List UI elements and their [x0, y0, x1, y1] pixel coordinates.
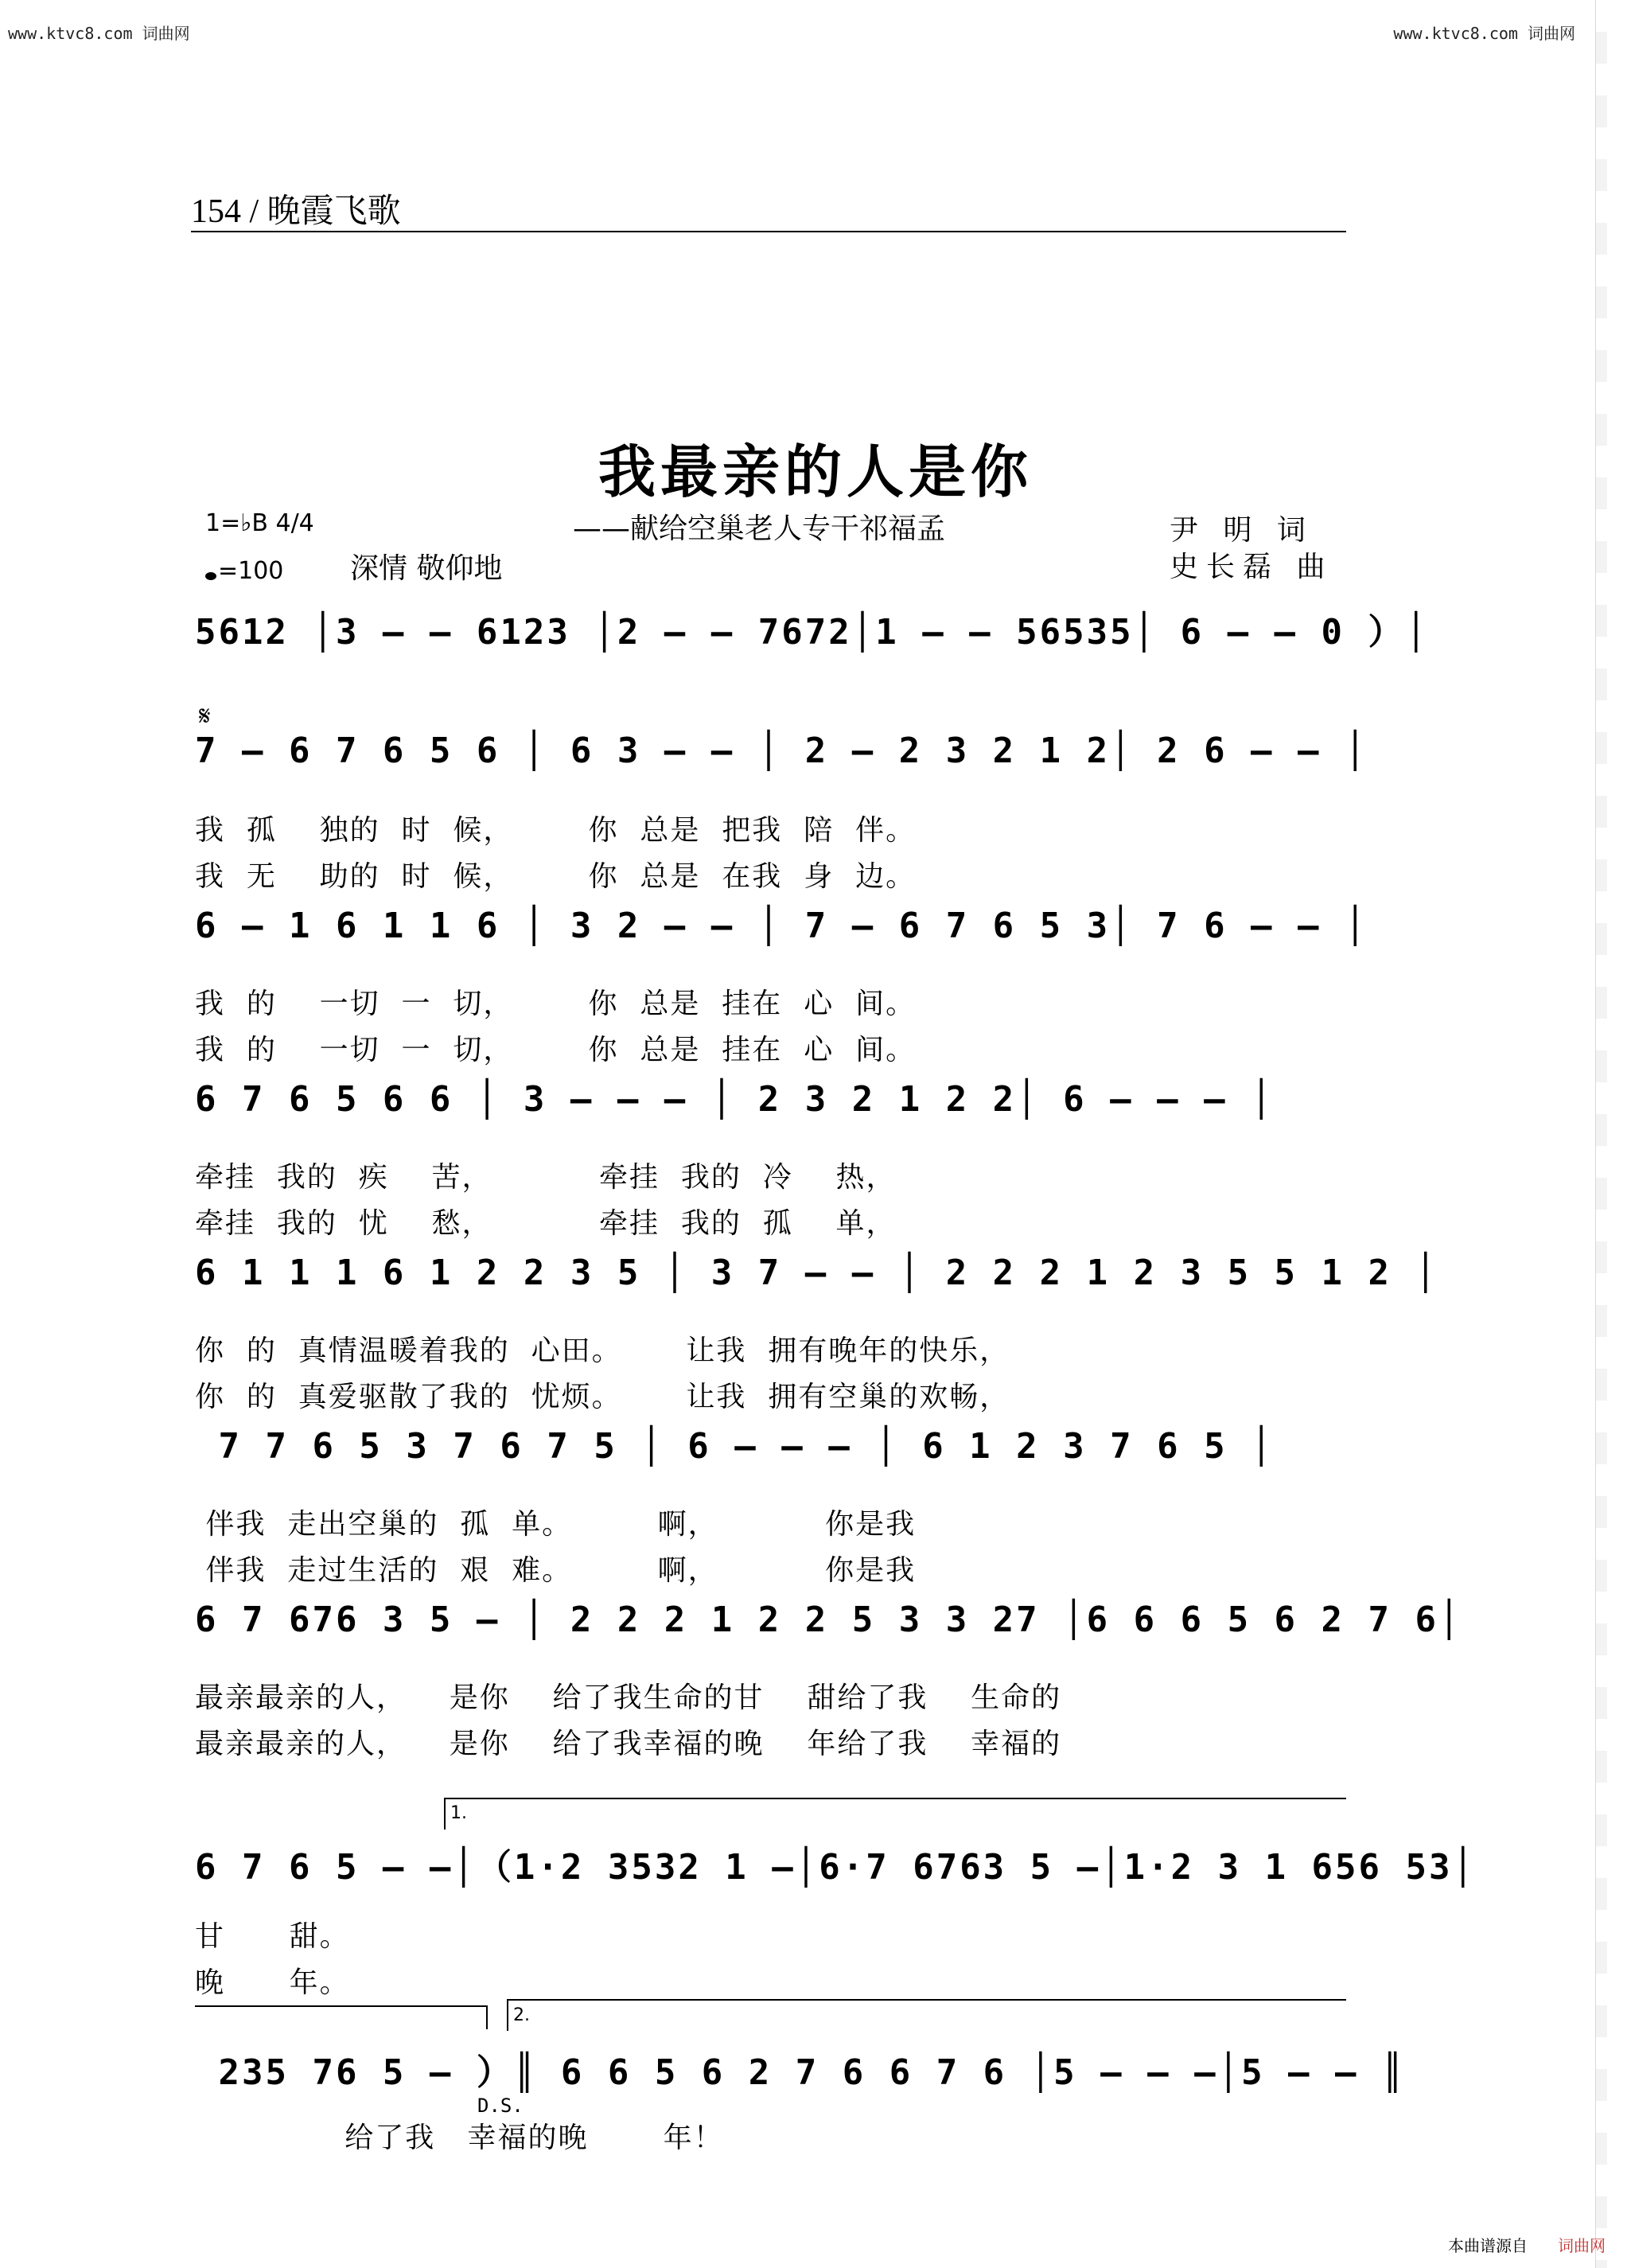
- line-7-lyric-verse-1: 甘 甜。: [195, 1920, 350, 1953]
- line-6-notes: 6 7 676 3 5 – │ 2 2 2 1 2 2 5 3 3 27 │6 6 6 5 6 2 7 6│: [195, 1600, 1462, 1640]
- line-8-notes: 235 76 5 – ）║ 6 6 5 6 2 7 6 6 7 6 │5 – – –│5 – – ║: [195, 2052, 1406, 2093]
- line-6-lyric-verse-1: 最亲最亲的人， 是你 给了我生命的甘 甜给了我 生命的: [195, 1682, 1062, 1714]
- line-2-notes: 6 – 1 6 1 1 6 │ 3 2 – – │ 7 – 6 7 6 5 3│ 7 6 – – │: [195, 906, 1368, 946]
- line-4-notes: 6 1 1 1 6 1 2 2 3 5 │ 3 7 – – │ 2 2 2 1 2 3 5 5 1 2 │: [195, 1253, 1438, 1293]
- volta-1-closing-tick: [486, 2005, 488, 2029]
- line-2-lyric-verse-1: 我 的 一切 一 切， 你 总是 挂在 心 间。: [195, 988, 917, 1020]
- book-header: 154 / 晚霞飞歌: [191, 193, 401, 230]
- line-5-lyric-verse-1: 伴我 走出空巢的 孤 单。 啊， 你是我: [195, 1508, 917, 1541]
- line-4-lyric-verse-1: 你 的 真情温暖着我的 心田。 让我 拥有晚年的快乐，: [195, 1335, 1010, 1367]
- line-3-lyric-verse-2: 牵挂 我的 忧 愁， 牵挂 我的 孤 单，: [195, 1207, 897, 1240]
- volta-1-closing-bracket: [195, 2005, 488, 2007]
- footer-source-label: 本曲谱源自: [1448, 2236, 1528, 2255]
- tempo-value: =100: [218, 557, 284, 585]
- volta-2-bracket: [507, 1999, 1346, 2001]
- composer-credit: 史长磊 曲: [1170, 551, 1333, 583]
- line-5-notes: 7 7 6 5 3 7 6 7 5 │ 6 – – – │ 6 1 2 3 7 6 5 │: [195, 1426, 1275, 1467]
- tempo-marking: [205, 557, 283, 585]
- line-8-lyric: 给了我 幸福的晚 年！: [195, 2122, 724, 2154]
- volta-1-bracket: [444, 1798, 1346, 1799]
- key-signature: 1=♭B 4/4: [205, 509, 314, 537]
- song-subtitle: ——献给空巢老人专干祁福孟: [573, 512, 946, 545]
- line-6-lyric-verse-2: 最亲最亲的人， 是你 给了我幸福的晚 年给了我 幸福的: [195, 1728, 1062, 1760]
- volta-1-bracket-tick: [444, 1798, 446, 1830]
- line-1-lyric-verse-1: 我 孤 独的 时 候， 你 总是 把我 陪 伴。: [195, 814, 917, 847]
- site-tag-right: www.ktvc8.com 词曲网: [1393, 24, 1575, 43]
- page-edge-strip: [1595, 0, 1607, 2268]
- line-7-notes: 6 7 6 5 – –│（1·2 3532 1 –│6·7 6763 5 –│1·2 3 1 656 53│: [195, 1847, 1476, 1888]
- site-tag-left: www.ktvc8.com 词曲网: [8, 24, 190, 43]
- line-4-lyric-verse-2: 你 的 真爱驱散了我的 忧烦。 让我 拥有空巢的欢畅，: [195, 1381, 1010, 1413]
- quarter-note-icon: [205, 572, 216, 580]
- line-1-lyric-verse-2: 我 无 助的 时 候， 你 总是 在我 身 边。: [195, 860, 917, 893]
- song-title: 我最亲的人是你: [598, 438, 1033, 505]
- ds-marking: D.S.: [477, 2095, 524, 2117]
- volta-1-label: 1.: [450, 1803, 467, 1823]
- expression-marking: 深情 敬仰地: [350, 552, 503, 585]
- line-3-notes: 6 7 6 5 6 6 │ 3 – – – │ 2 3 2 1 2 2│ 6 – – – │: [195, 1079, 1275, 1120]
- lyricist-credit: 尹 明 词: [1170, 514, 1314, 547]
- volta-2-bracket-tick: [507, 1999, 508, 2031]
- line-3-lyric-verse-1: 牵挂 我的 疾 苦， 牵挂 我的 冷 热，: [195, 1161, 897, 1194]
- header-rule: [191, 231, 1346, 232]
- line-1-notes: 7 – 6 7 6 5 6 │ 6 3 – – │ 2 – 2 3 2 1 2│ 2 6 – – │: [195, 731, 1368, 771]
- volta-2-label: 2.: [513, 2005, 530, 2025]
- line-2-lyric-verse-2: 我 的 一切 一 切， 你 总是 挂在 心 间。: [195, 1034, 917, 1066]
- line-5-lyric-verse-2: 伴我 走过生活的 艰 难。 啊， 你是我: [195, 1554, 917, 1587]
- line-7-lyric-verse-2: 晚 年。: [195, 1966, 350, 1999]
- footer-site-logo[interactable]: 词曲网: [1558, 2236, 1606, 2255]
- intro-notes: 5612 │3 – – 6123 │2 – – 7672│1 – – 56535│ 6 – – 0 ）│: [195, 612, 1430, 653]
- segno-sign: 𝄋: [199, 700, 211, 732]
